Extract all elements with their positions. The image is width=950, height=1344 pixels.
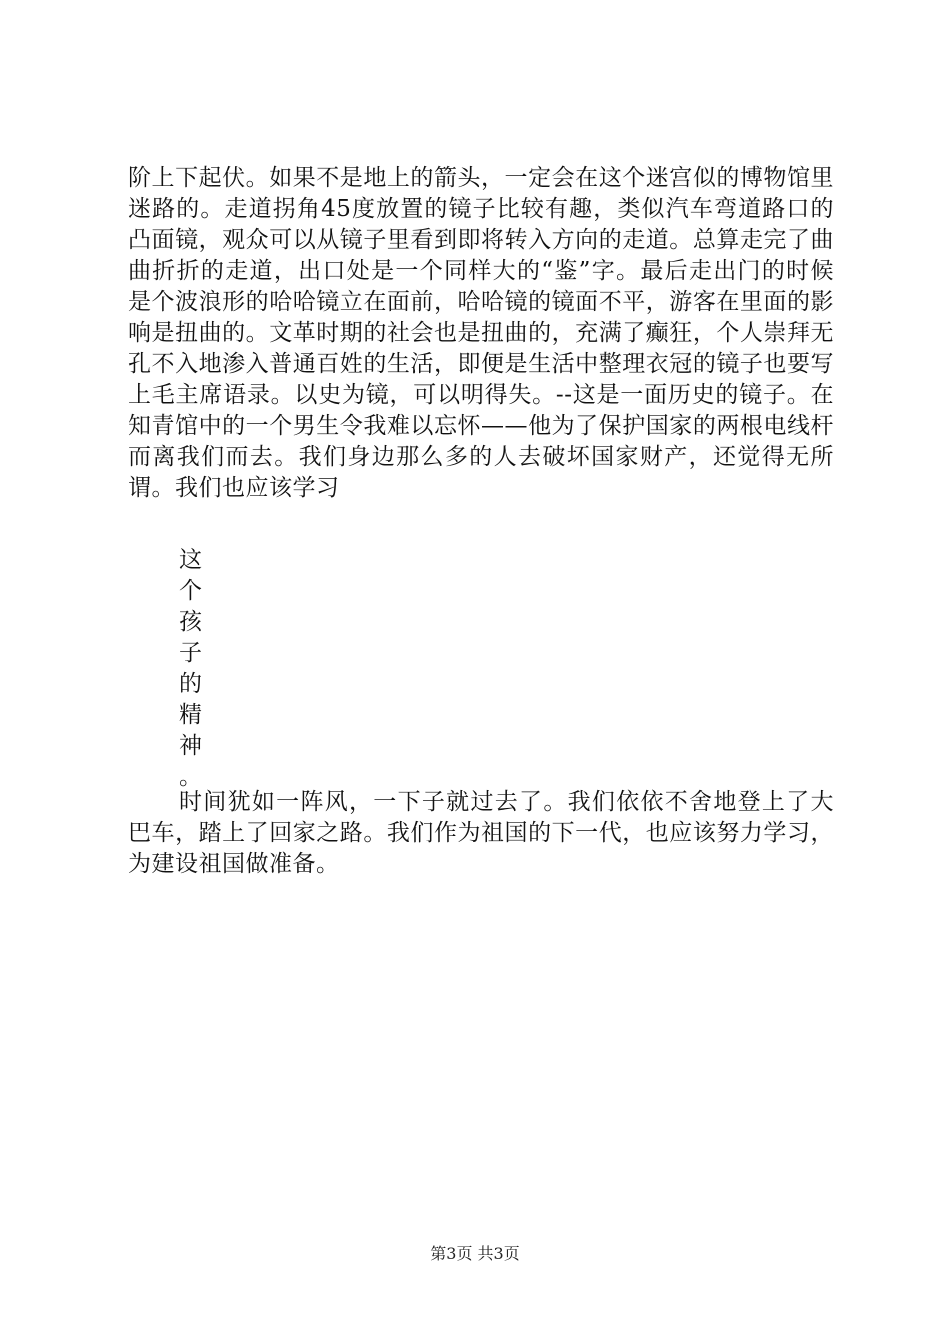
vertical-char: 个 xyxy=(179,578,202,604)
page-number: 第3页 xyxy=(430,1244,473,1263)
paragraph-1: 阶上下起伏。如果不是地上的箭头，一定会在这个迷宫似的博物馆里迷路的。走道拐角45度放置的镜子比较有趣，类似汽车弯道路口的凸面镜，观众可以从镜子里看到即将转入方向的走道。总算走完了曲曲折折的走道，出口处是一个同样大的“鉴”字。最后走出门的时候是个波浪形的哈哈镜立在面前，哈哈镜的镜面不平，游客在里面的影响是扭曲的。文革时期的社会也是扭曲的，充满了癫狂，个人崇拜无孔不入地渗入普通百姓的生活，即便是生活中整理衣冠的镜子也要写上毛主席语录。以史为镜，可以明得失。--这是一面历史的镜子。在知青馆中的一个男生令我难以忘怀——他为了保护国家的两根电线杆而离我们而去。我们身边那么多的人去破坏国家财产，还觉得无所谓。我们也应该学习 xyxy=(128,165,834,501)
vertical-char: 这 xyxy=(179,547,202,573)
page-footer xyxy=(0,1243,950,1265)
vertical-char: 精 xyxy=(179,702,202,728)
vertical-char: 子 xyxy=(179,640,202,666)
vertical-char: 的 xyxy=(179,671,202,697)
paragraph-2: 时间犹如一阵风，一下子就过去了。我们依依不舍地登上了大巴车，踏上了回家之路。我们作为祖国的下一代，也应该努力学习，为建设祖国做准备。 xyxy=(128,789,834,877)
page-total: 共3页 xyxy=(477,1244,520,1263)
vertical-char: 神 xyxy=(179,733,202,759)
vertical-text-fragment xyxy=(179,545,205,793)
vertical-char: 孩 xyxy=(179,609,202,635)
vertical-char: 。 xyxy=(179,764,202,790)
